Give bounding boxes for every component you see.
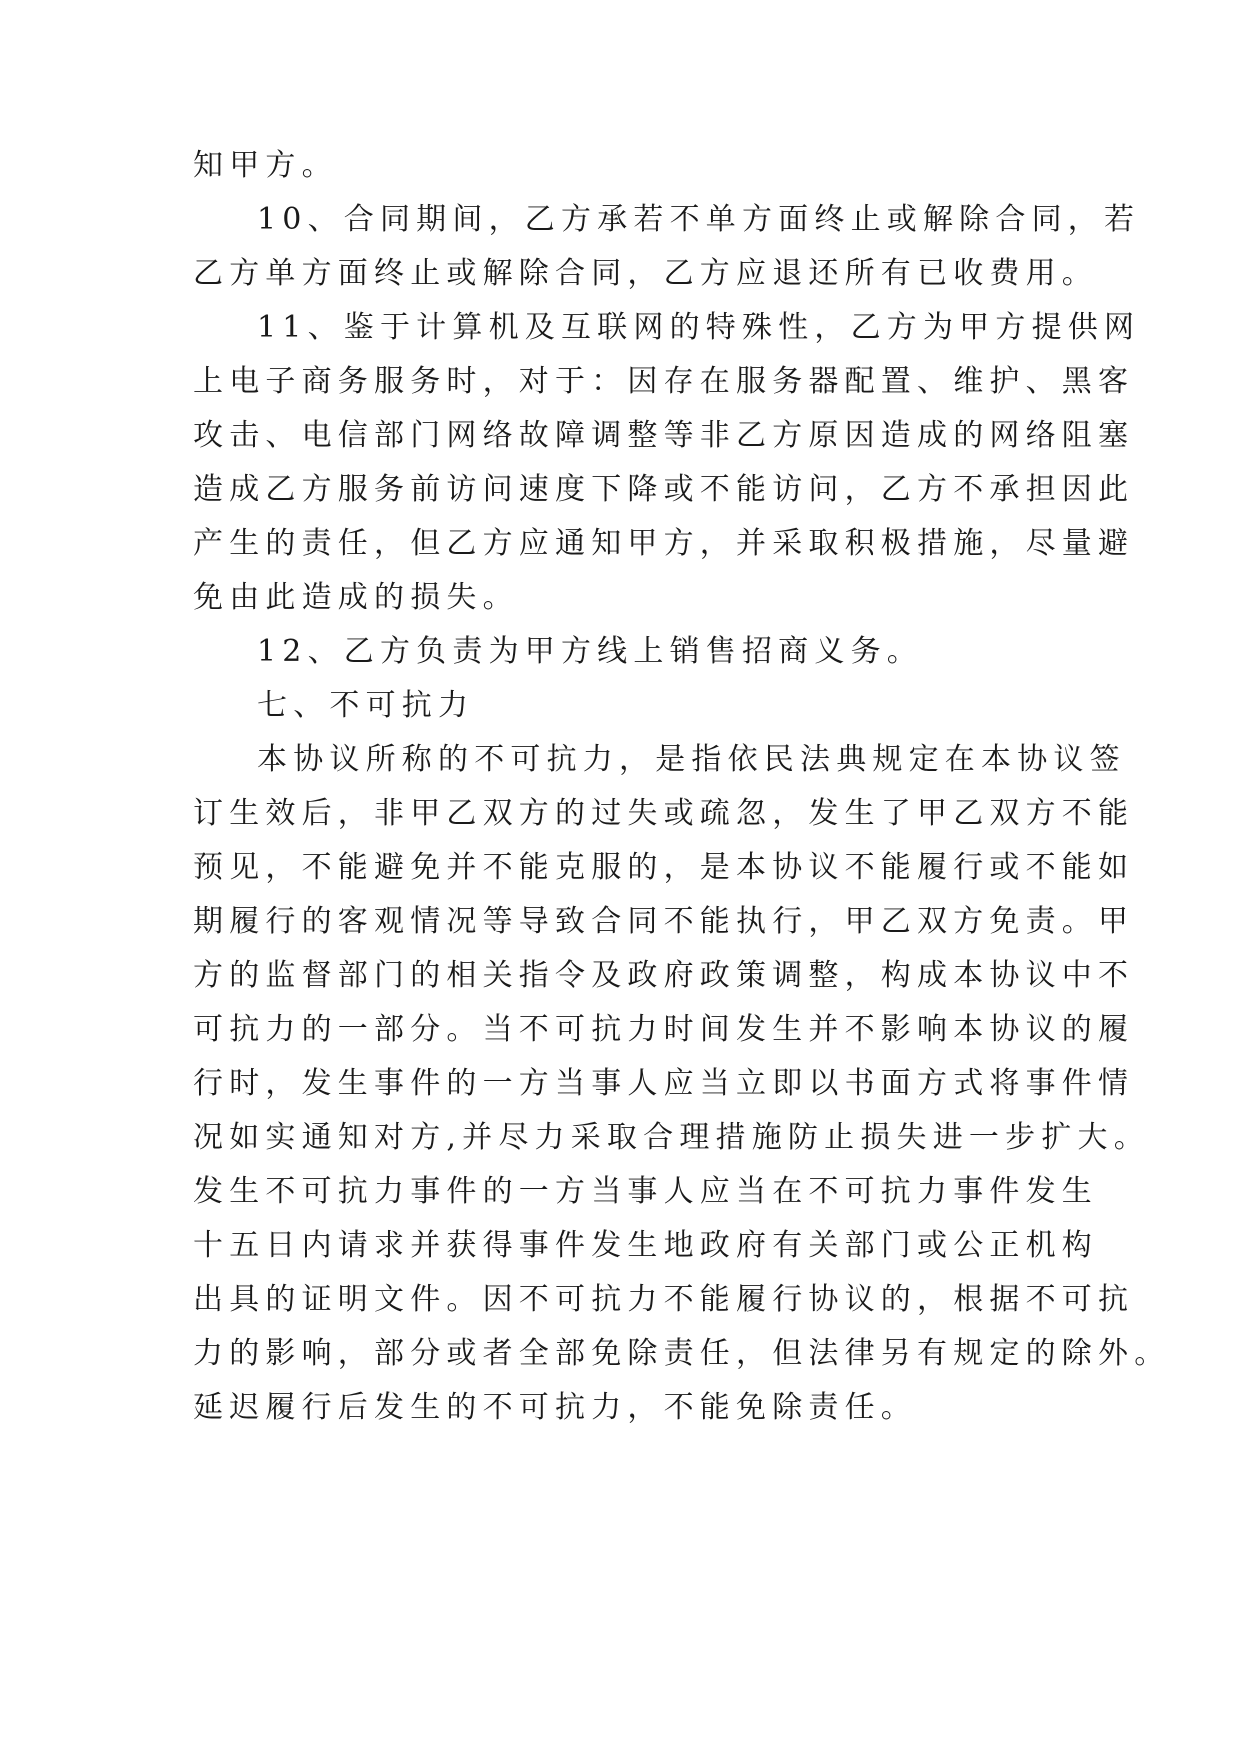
text-line: 造成乙方服务前访问速度下降或不能访问，乙方不承担因此 xyxy=(193,472,1135,507)
text-line: 力的影响，部分或者全部免除责任，但法律另有规定的除外。 xyxy=(193,1336,1171,1371)
text-line: 期履行的客观情况等导致合同不能执行，甲乙双方免责。甲 xyxy=(193,904,1135,939)
text-line: 乙方单方面终止或解除合同，乙方应退还所有已收费用。 xyxy=(193,256,1098,291)
text-line: 可抗力的一部分。当不可抗力时间发生并不影响本协议的履 xyxy=(193,1012,1135,1047)
section-heading: 七、不可抗力 xyxy=(257,688,475,723)
text-line: 况如实通知对方,并尽力采取合理措施防止损失进一步扩大。 xyxy=(193,1120,1150,1155)
text-line: 知甲方。 xyxy=(193,148,338,183)
text-line: 攻击、电信部门网络故障调整等非乙方原因造成的网络阻塞 xyxy=(193,418,1135,453)
text-line: 出具的证明文件。因不可抗力不能履行协议的，根据不可抗 xyxy=(193,1282,1135,1317)
text-line: 免由此造成的损失。 xyxy=(193,580,519,615)
text-line: 十五日内请求并获得事件发生地政府有关部门或公正机构 xyxy=(193,1228,1098,1263)
text-line: 发生不可抗力事件的一方当事人应当在不可抗力事件发生 xyxy=(193,1174,1098,1209)
text-line: 行时，发生事件的一方当事人应当立即以书面方式将事件情 xyxy=(193,1066,1135,1101)
text-line: 方的监督部门的相关指令及政府政策调整，构成本协议中不 xyxy=(193,958,1135,993)
text-line: 订生效后，非甲乙双方的过失或疏忽，发生了甲乙双方不能 xyxy=(193,796,1135,831)
text-line: 12、乙方负责为甲方线上销售招商义务。 xyxy=(257,634,923,669)
text-line: 预见，不能避免并不能克服的，是本协议不能履行或不能如 xyxy=(193,850,1135,885)
text-line: 11、鉴于计算机及互联网的特殊性，乙方为甲方提供网 xyxy=(257,310,1141,345)
text-line: 10、合同期间，乙方承若不单方面终止或解除合同，若 xyxy=(257,202,1141,237)
text-line: 本协议所称的不可抗力，是指依民法典规定在本协议签 xyxy=(257,742,1126,777)
text-line: 延迟履行后发生的不可抗力，不能免除责任。 xyxy=(193,1390,917,1425)
text-line: 上电子商务服务时，对于：因存在服务器配置、维护、黑客 xyxy=(193,364,1135,399)
text-line: 产生的责任，但乙方应通知甲方，并采取积极措施，尽量避 xyxy=(193,526,1135,561)
